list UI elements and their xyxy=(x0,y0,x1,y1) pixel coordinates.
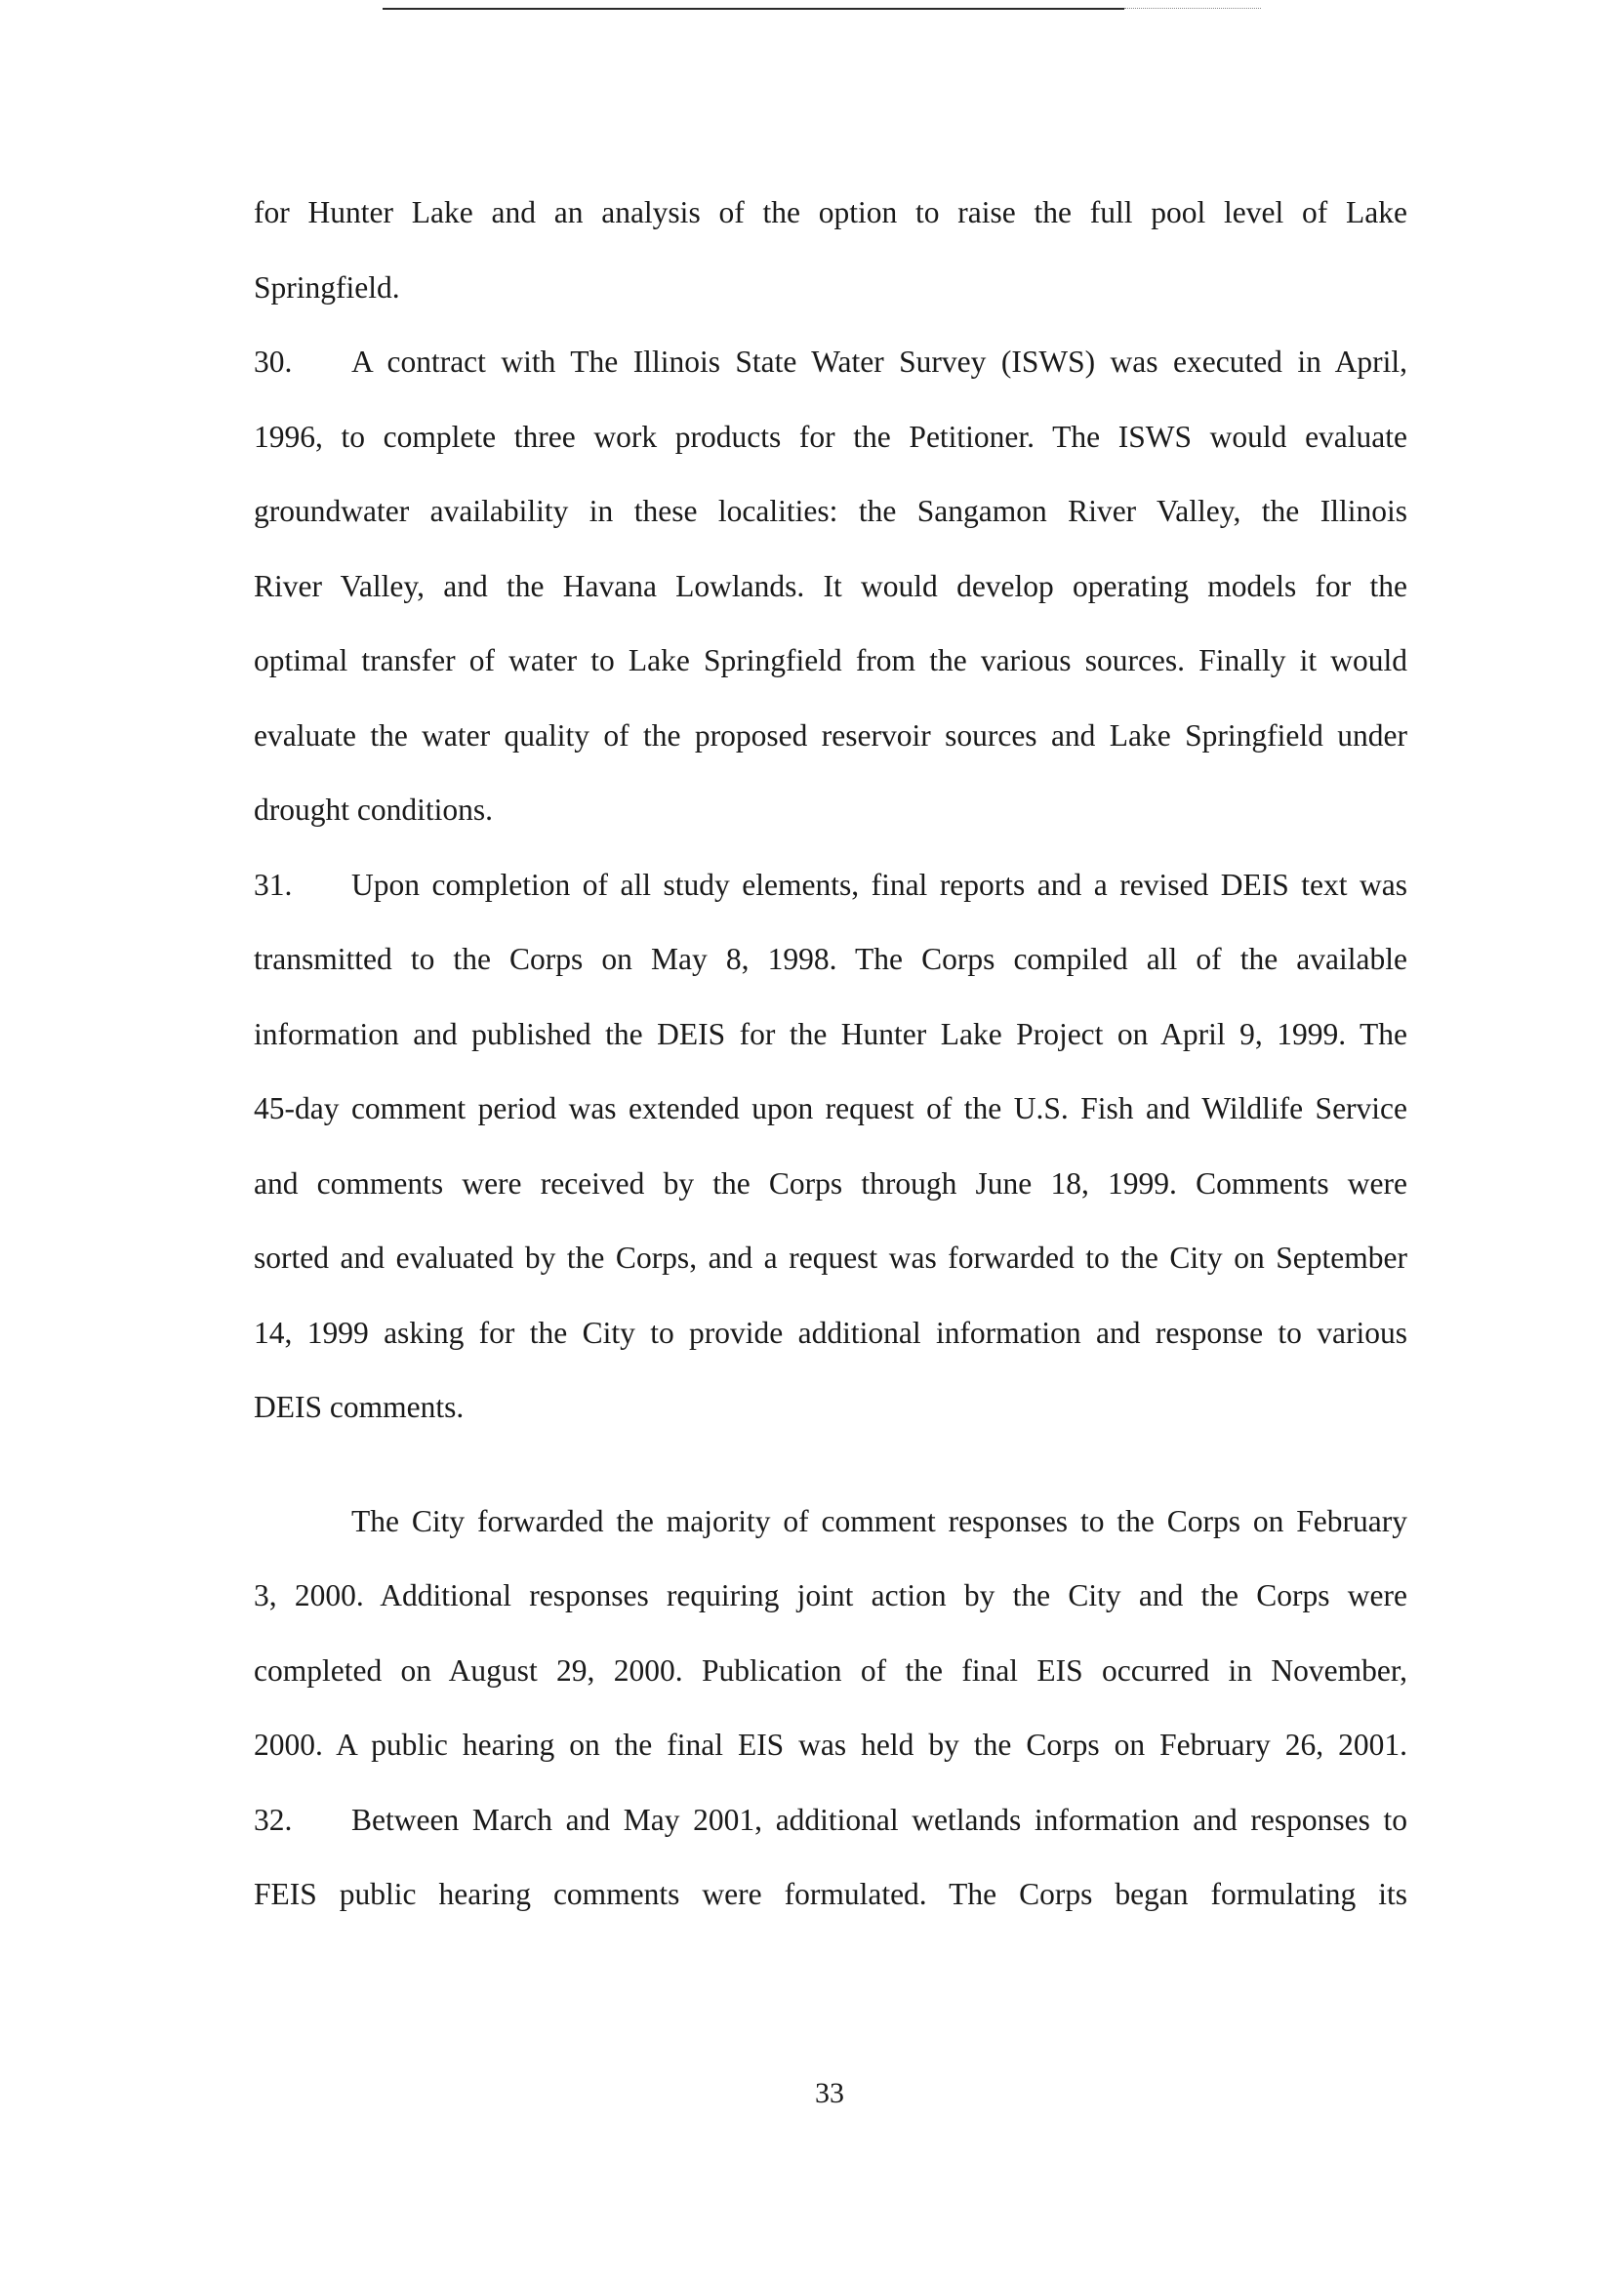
text-line: River Valley, and the Havana Lowlands. It would develop operating models for the xyxy=(254,568,1407,603)
text-line: FEIS public hearing comments were formulated. The Corps began formulating its xyxy=(254,1877,1407,1911)
text-line: 3, 2000. Additional responses requiring joint action by the City and the Corps were xyxy=(254,1578,1407,1612)
top-rule-faint xyxy=(1124,8,1261,9)
paragraph-gap xyxy=(254,1446,1407,1485)
line-text: Upon completion of all study elements, final reports and a revised DEIS text was xyxy=(351,867,1407,902)
paragraph-number: 30. xyxy=(254,345,293,379)
text-line: for Hunter Lake and an analysis of the option to raise the full pool level of Lake xyxy=(254,195,1407,229)
text-line: information and published the DEIS for the Hunter Lake Project on April 9, 1999. The xyxy=(254,1016,1407,1051)
text-line: and comments were received by the Corps through June 18, 1999. Comments were xyxy=(254,1165,1407,1201)
text-line: 14, 1999 asking for the City to provide additional information and response to various xyxy=(254,1315,1407,1350)
paragraph-number: 31. xyxy=(254,867,293,902)
page-number: 33 xyxy=(815,2077,844,2109)
text-line: DEIS comments. xyxy=(254,1390,465,1424)
text-line: evaluate the water quality of the proposed reservoir sources and Lake Springfield under xyxy=(254,717,1407,753)
text-line xyxy=(254,1783,1407,1858)
text-line: The City forwarded the majority of comment responses to the Corps on February xyxy=(351,1503,1407,1538)
text-line: optimal transfer of water to Lake Springfield from the various sources. Finally it would xyxy=(254,643,1407,677)
text-line: completed on August 29, 2000. Publication of the final EIS occurred in November, xyxy=(254,1652,1407,1688)
text-line: 45-day comment period was extended upon request of the U.S. Fish and Wildlife Service xyxy=(254,1091,1407,1125)
text-line xyxy=(254,848,1407,923)
text-line: 1996, to complete three work products for the Petitioner. The ISWS would evaluate xyxy=(254,419,1407,454)
text-block-b xyxy=(254,1485,1407,1933)
line-text: Between March and May 2001, additional wetlands information and responses to xyxy=(351,1802,1407,1837)
text-line: drought conditions. xyxy=(254,793,493,827)
text-line: sorted and evaluated by the Corps, and a request was forwarded to the City on September xyxy=(254,1241,1407,1275)
text-line: transmitted to the Corps on May 8, 1998. The Corps compiled all of the available xyxy=(254,942,1407,976)
text-line: Springfield. xyxy=(254,269,400,305)
text-line: groundwater availability in these localities: the Sangamon River Valley, the Illinois xyxy=(254,494,1407,528)
text-line: 2000. A public hearing on the final EIS was held by the Corps on February 26, 2001. xyxy=(254,1728,1407,1762)
top-rule xyxy=(383,8,1124,10)
text-line xyxy=(254,325,1407,400)
text-block-a xyxy=(254,176,1407,1446)
document-body xyxy=(254,176,1407,1933)
line-text: A contract with The Illinois State Water Survey (ISWS) was executed in April, xyxy=(351,345,1407,379)
paragraph-number: 32. xyxy=(254,1802,293,1837)
